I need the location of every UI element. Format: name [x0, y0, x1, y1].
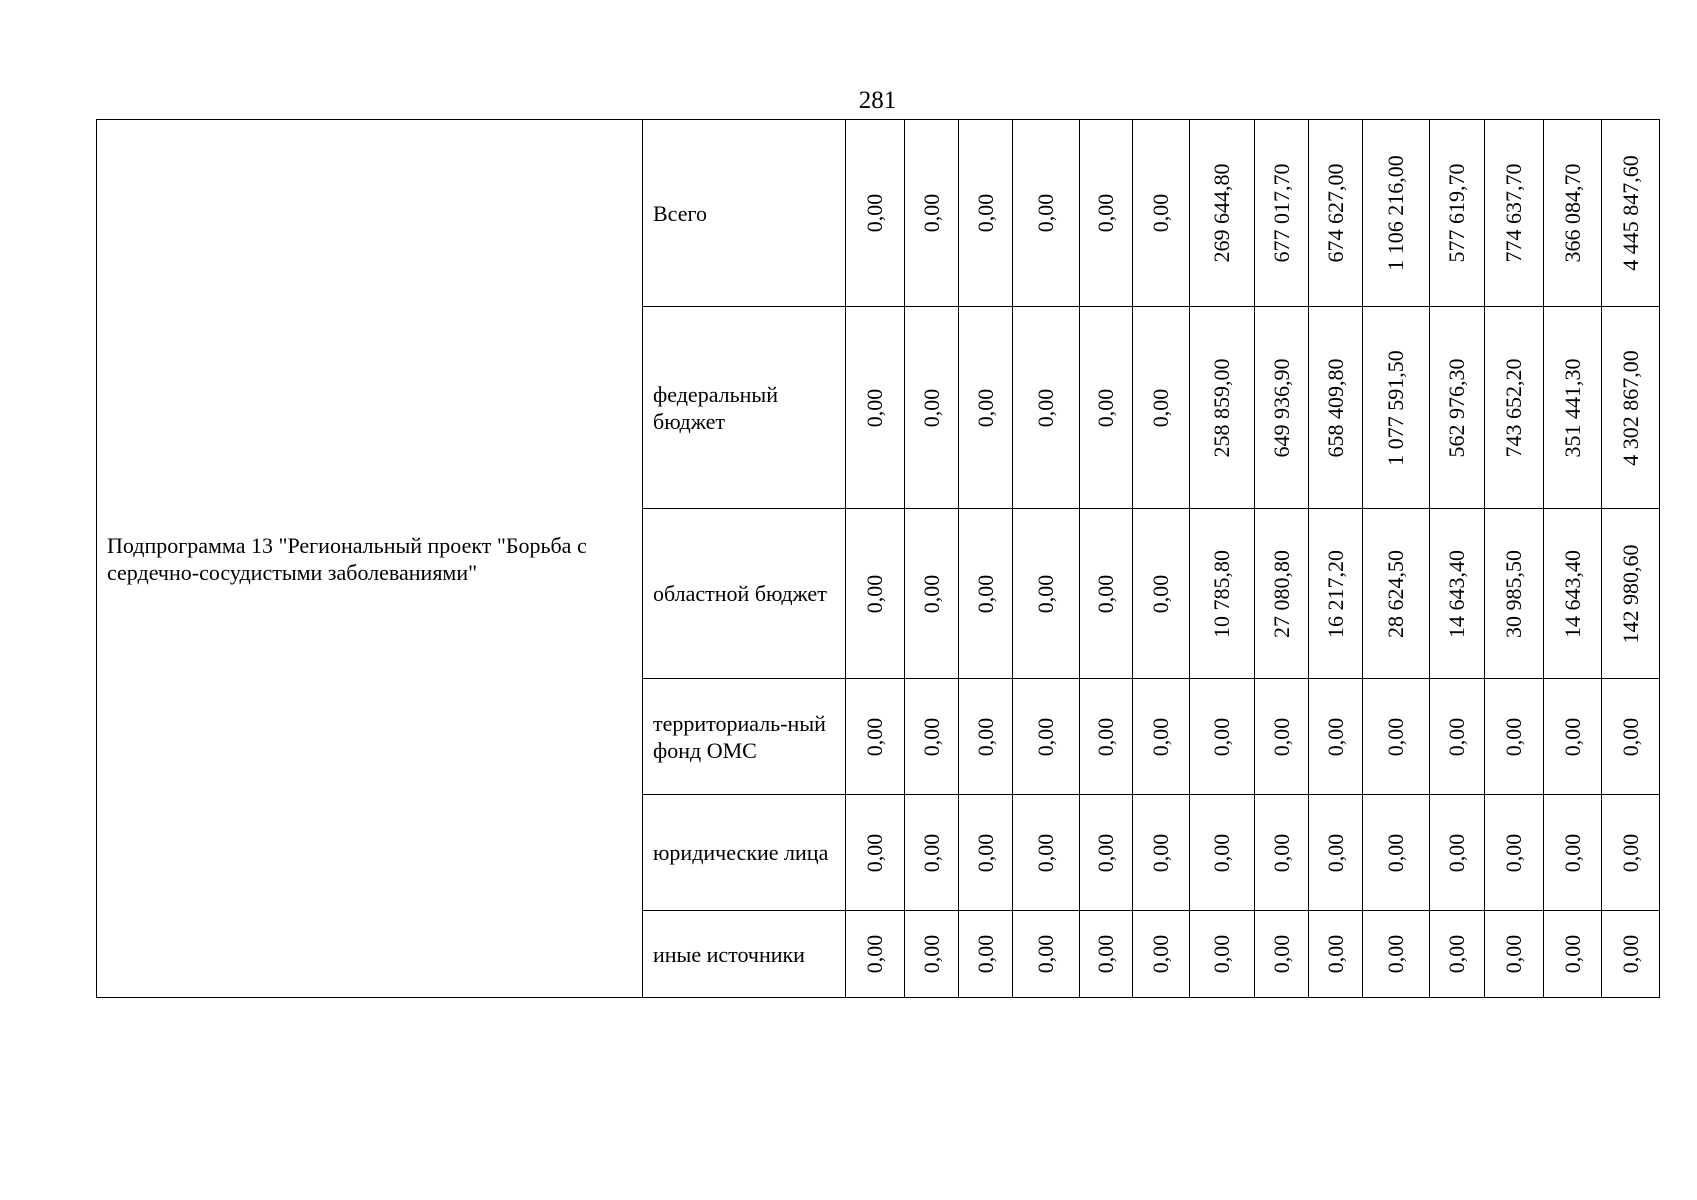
value-cell	[1544, 911, 1602, 998]
value-cell	[1485, 509, 1544, 679]
amount-value: 0,00	[1383, 717, 1408, 756]
value-cell	[1013, 795, 1080, 911]
amount-value: 0,00	[862, 934, 887, 974]
amount-value: 0,00	[1444, 833, 1469, 872]
value-cell	[1013, 509, 1080, 679]
amount-value: 0,00	[918, 574, 944, 613]
amount-value: 0,00	[972, 833, 998, 872]
value-cell	[905, 509, 959, 679]
value-cell	[846, 509, 905, 679]
value-cell	[1544, 120, 1602, 307]
value-cell	[1485, 679, 1544, 795]
amount-value: 658 409,80	[1322, 358, 1348, 457]
amount-value: 0,00	[918, 193, 944, 233]
value-cell	[846, 679, 905, 795]
table-row	[97, 120, 1660, 307]
value-cell	[959, 509, 1013, 679]
amount-value: 10 785,80	[1209, 549, 1234, 638]
financing-table	[96, 119, 1660, 998]
value-cell	[1255, 679, 1309, 795]
value-cell	[1013, 120, 1080, 307]
value-cell	[1255, 911, 1309, 998]
amount-value: 0,00	[1093, 193, 1118, 233]
amount-value: 577 619,70	[1444, 163, 1469, 263]
amount-value: 0,00	[1033, 717, 1058, 756]
amount-value: 0,00	[1322, 934, 1348, 974]
value-cell	[1190, 795, 1255, 911]
value-cell	[1309, 795, 1363, 911]
amount-value: 0,00	[918, 833, 944, 872]
amount-value: 16 217,20	[1322, 549, 1348, 638]
amount-value: 562 976,30	[1444, 358, 1469, 457]
amount-value: 0,00	[1033, 833, 1058, 872]
amount-value: 0,00	[1322, 717, 1348, 756]
value-cell	[905, 120, 959, 307]
value-cell	[1544, 795, 1602, 911]
amount-value: 0,00	[1501, 934, 1526, 974]
value-cell	[846, 120, 905, 307]
value-cell	[1080, 307, 1133, 509]
amount-value: 0,00	[1559, 934, 1585, 974]
value-cell	[1309, 307, 1363, 509]
value-cell	[1133, 911, 1190, 998]
amount-value: 0,00	[972, 574, 998, 613]
amount-value: 0,00	[1148, 193, 1173, 233]
value-cell	[1602, 509, 1660, 679]
amount-value: 28 624,50	[1383, 549, 1408, 638]
value-cell	[1544, 679, 1602, 795]
value-cell	[1363, 679, 1430, 795]
value-cell	[1430, 509, 1485, 679]
value-cell	[846, 307, 905, 509]
value-cell	[1190, 307, 1255, 509]
amount-value: 27 080,80	[1268, 549, 1294, 638]
amount-value: 0,00	[862, 717, 887, 756]
value-cell	[1309, 509, 1363, 679]
value-cell	[1363, 120, 1430, 307]
amount-value: 0,00	[1268, 833, 1294, 872]
amount-value: 774 637,70	[1501, 163, 1526, 263]
amount-value: 0,00	[1209, 833, 1234, 872]
value-cell	[1430, 120, 1485, 307]
value-cell	[959, 307, 1013, 509]
amount-value: 0,00	[1501, 833, 1526, 872]
amount-value: 0,00	[1268, 934, 1294, 974]
value-cell	[1190, 679, 1255, 795]
amount-value: 0,00	[918, 388, 944, 427]
amount-value: 0,00	[1093, 388, 1118, 427]
amount-value: 0,00	[1033, 934, 1058, 974]
value-cell	[1363, 911, 1430, 998]
value-cell	[905, 795, 959, 911]
amount-value: 0,00	[972, 717, 998, 756]
amount-value: 30 985,50	[1501, 549, 1526, 638]
value-cell	[905, 679, 959, 795]
value-cell	[959, 679, 1013, 795]
amount-value: 0,00	[972, 388, 998, 427]
amount-value: 0,00	[1617, 833, 1643, 872]
amount-value: 0,00	[1559, 833, 1585, 872]
value-cell	[1430, 679, 1485, 795]
value-cell	[1080, 679, 1133, 795]
amount-value: 0,00	[1093, 574, 1118, 613]
amount-value: 1 106 216,00	[1383, 155, 1408, 271]
amount-value: 677 017,70	[1268, 163, 1294, 263]
amount-value: 0,00	[862, 193, 887, 233]
amount-value: 0,00	[1617, 717, 1643, 756]
value-cell	[1133, 509, 1190, 679]
value-cell	[846, 795, 905, 911]
value-cell	[905, 911, 959, 998]
amount-value: 4 302 867,00	[1617, 349, 1643, 466]
amount-value: 0,00	[972, 934, 998, 974]
value-cell	[1309, 911, 1363, 998]
funding-source-label: Всего	[643, 120, 846, 307]
amount-value: 0,00	[862, 574, 887, 613]
value-cell	[1363, 307, 1430, 509]
value-cell	[1080, 509, 1133, 679]
funding-source-label: областной бюджет	[643, 509, 846, 679]
amount-value: 0,00	[1559, 717, 1585, 756]
value-cell	[1133, 795, 1190, 911]
value-cell	[1080, 795, 1133, 911]
value-cell	[959, 911, 1013, 998]
amount-value: 674 627,00	[1322, 163, 1348, 263]
amount-value: 0,00	[862, 833, 887, 872]
value-cell	[1190, 911, 1255, 998]
value-cell	[1363, 509, 1430, 679]
amount-value: 0,00	[1444, 934, 1469, 974]
value-cell	[1255, 795, 1309, 911]
amount-value: 649 936,90	[1268, 358, 1294, 457]
funding-source-label: иные источники	[643, 911, 846, 998]
value-cell	[1255, 120, 1309, 307]
value-cell	[959, 795, 1013, 911]
value-cell	[1430, 911, 1485, 998]
amount-value: 0,00	[918, 717, 944, 756]
amount-value: 142 980,60	[1617, 544, 1643, 643]
amount-value: 0,00	[1093, 934, 1118, 974]
amount-value: 743 652,20	[1501, 358, 1526, 457]
value-cell	[1602, 911, 1660, 998]
amount-value: 0,00	[1148, 934, 1173, 974]
amount-value: 0,00	[1209, 717, 1234, 756]
amount-value: 0,00	[1383, 833, 1408, 872]
amount-value: 351 441,30	[1559, 358, 1585, 457]
value-cell	[846, 911, 905, 998]
value-cell	[1013, 911, 1080, 998]
amount-value: 0,00	[1033, 388, 1058, 427]
amount-value: 0,00	[1148, 574, 1173, 613]
value-cell	[1544, 307, 1602, 509]
value-cell	[1133, 120, 1190, 307]
value-cell	[1485, 120, 1544, 307]
program-title: Подпрограмма 13 "Региональный проект "Борьба с сердечно-сосудистыми заболеваниями"	[97, 120, 643, 998]
value-cell	[1080, 911, 1133, 998]
amount-value: 4 445 847,60	[1617, 155, 1643, 271]
value-cell	[1309, 679, 1363, 795]
amount-value: 14 643,40	[1559, 549, 1585, 638]
value-cell	[1602, 679, 1660, 795]
value-cell	[905, 307, 959, 509]
amount-value: 0,00	[1383, 934, 1408, 974]
value-cell	[1190, 120, 1255, 307]
value-cell	[1133, 679, 1190, 795]
value-cell	[1013, 307, 1080, 509]
value-cell	[1309, 120, 1363, 307]
amount-value: 14 643,40	[1444, 549, 1469, 638]
value-cell	[959, 120, 1013, 307]
value-cell	[1544, 509, 1602, 679]
value-cell	[1485, 911, 1544, 998]
amount-value: 269 644,80	[1209, 163, 1234, 263]
value-cell	[1080, 120, 1133, 307]
value-cell	[1485, 307, 1544, 509]
amount-value: 0,00	[1148, 717, 1173, 756]
value-cell	[1255, 509, 1309, 679]
amount-value: 0,00	[1268, 717, 1294, 756]
funding-source-label: территориаль-ный фонд ОМС	[643, 679, 846, 795]
amount-value: 0,00	[1093, 717, 1118, 756]
value-cell	[1485, 795, 1544, 911]
value-cell	[1430, 795, 1485, 911]
value-cell	[1602, 120, 1660, 307]
amount-value: 0,00	[1033, 193, 1058, 233]
amount-value: 0,00	[1148, 833, 1173, 872]
value-cell	[1363, 795, 1430, 911]
amount-value: 0,00	[1501, 717, 1526, 756]
amount-value: 0,00	[1033, 574, 1058, 613]
value-cell	[1133, 307, 1190, 509]
amount-value: 0,00	[1444, 717, 1469, 756]
funding-source-label: федеральный бюджет	[643, 307, 846, 509]
value-cell	[1013, 679, 1080, 795]
amount-value: 0,00	[1093, 833, 1118, 872]
amount-value: 0,00	[1209, 934, 1234, 974]
value-cell	[1255, 307, 1309, 509]
amount-value: 258 859,00	[1209, 358, 1234, 457]
amount-value: 0,00	[918, 934, 944, 974]
amount-value: 366 084,70	[1559, 163, 1585, 263]
amount-value: 1 077 591,50	[1383, 349, 1408, 466]
amount-value: 0,00	[1322, 833, 1348, 872]
page-number: 281	[858, 87, 897, 114]
value-cell	[1190, 509, 1255, 679]
value-cell	[1602, 795, 1660, 911]
amount-value: 0,00	[1148, 388, 1173, 427]
amount-value: 0,00	[862, 388, 887, 427]
funding-source-label: юридические лица	[643, 795, 846, 911]
amount-value: 0,00	[1617, 934, 1643, 974]
value-cell	[1430, 307, 1485, 509]
amount-value: 0,00	[972, 193, 998, 233]
value-cell	[1602, 307, 1660, 509]
